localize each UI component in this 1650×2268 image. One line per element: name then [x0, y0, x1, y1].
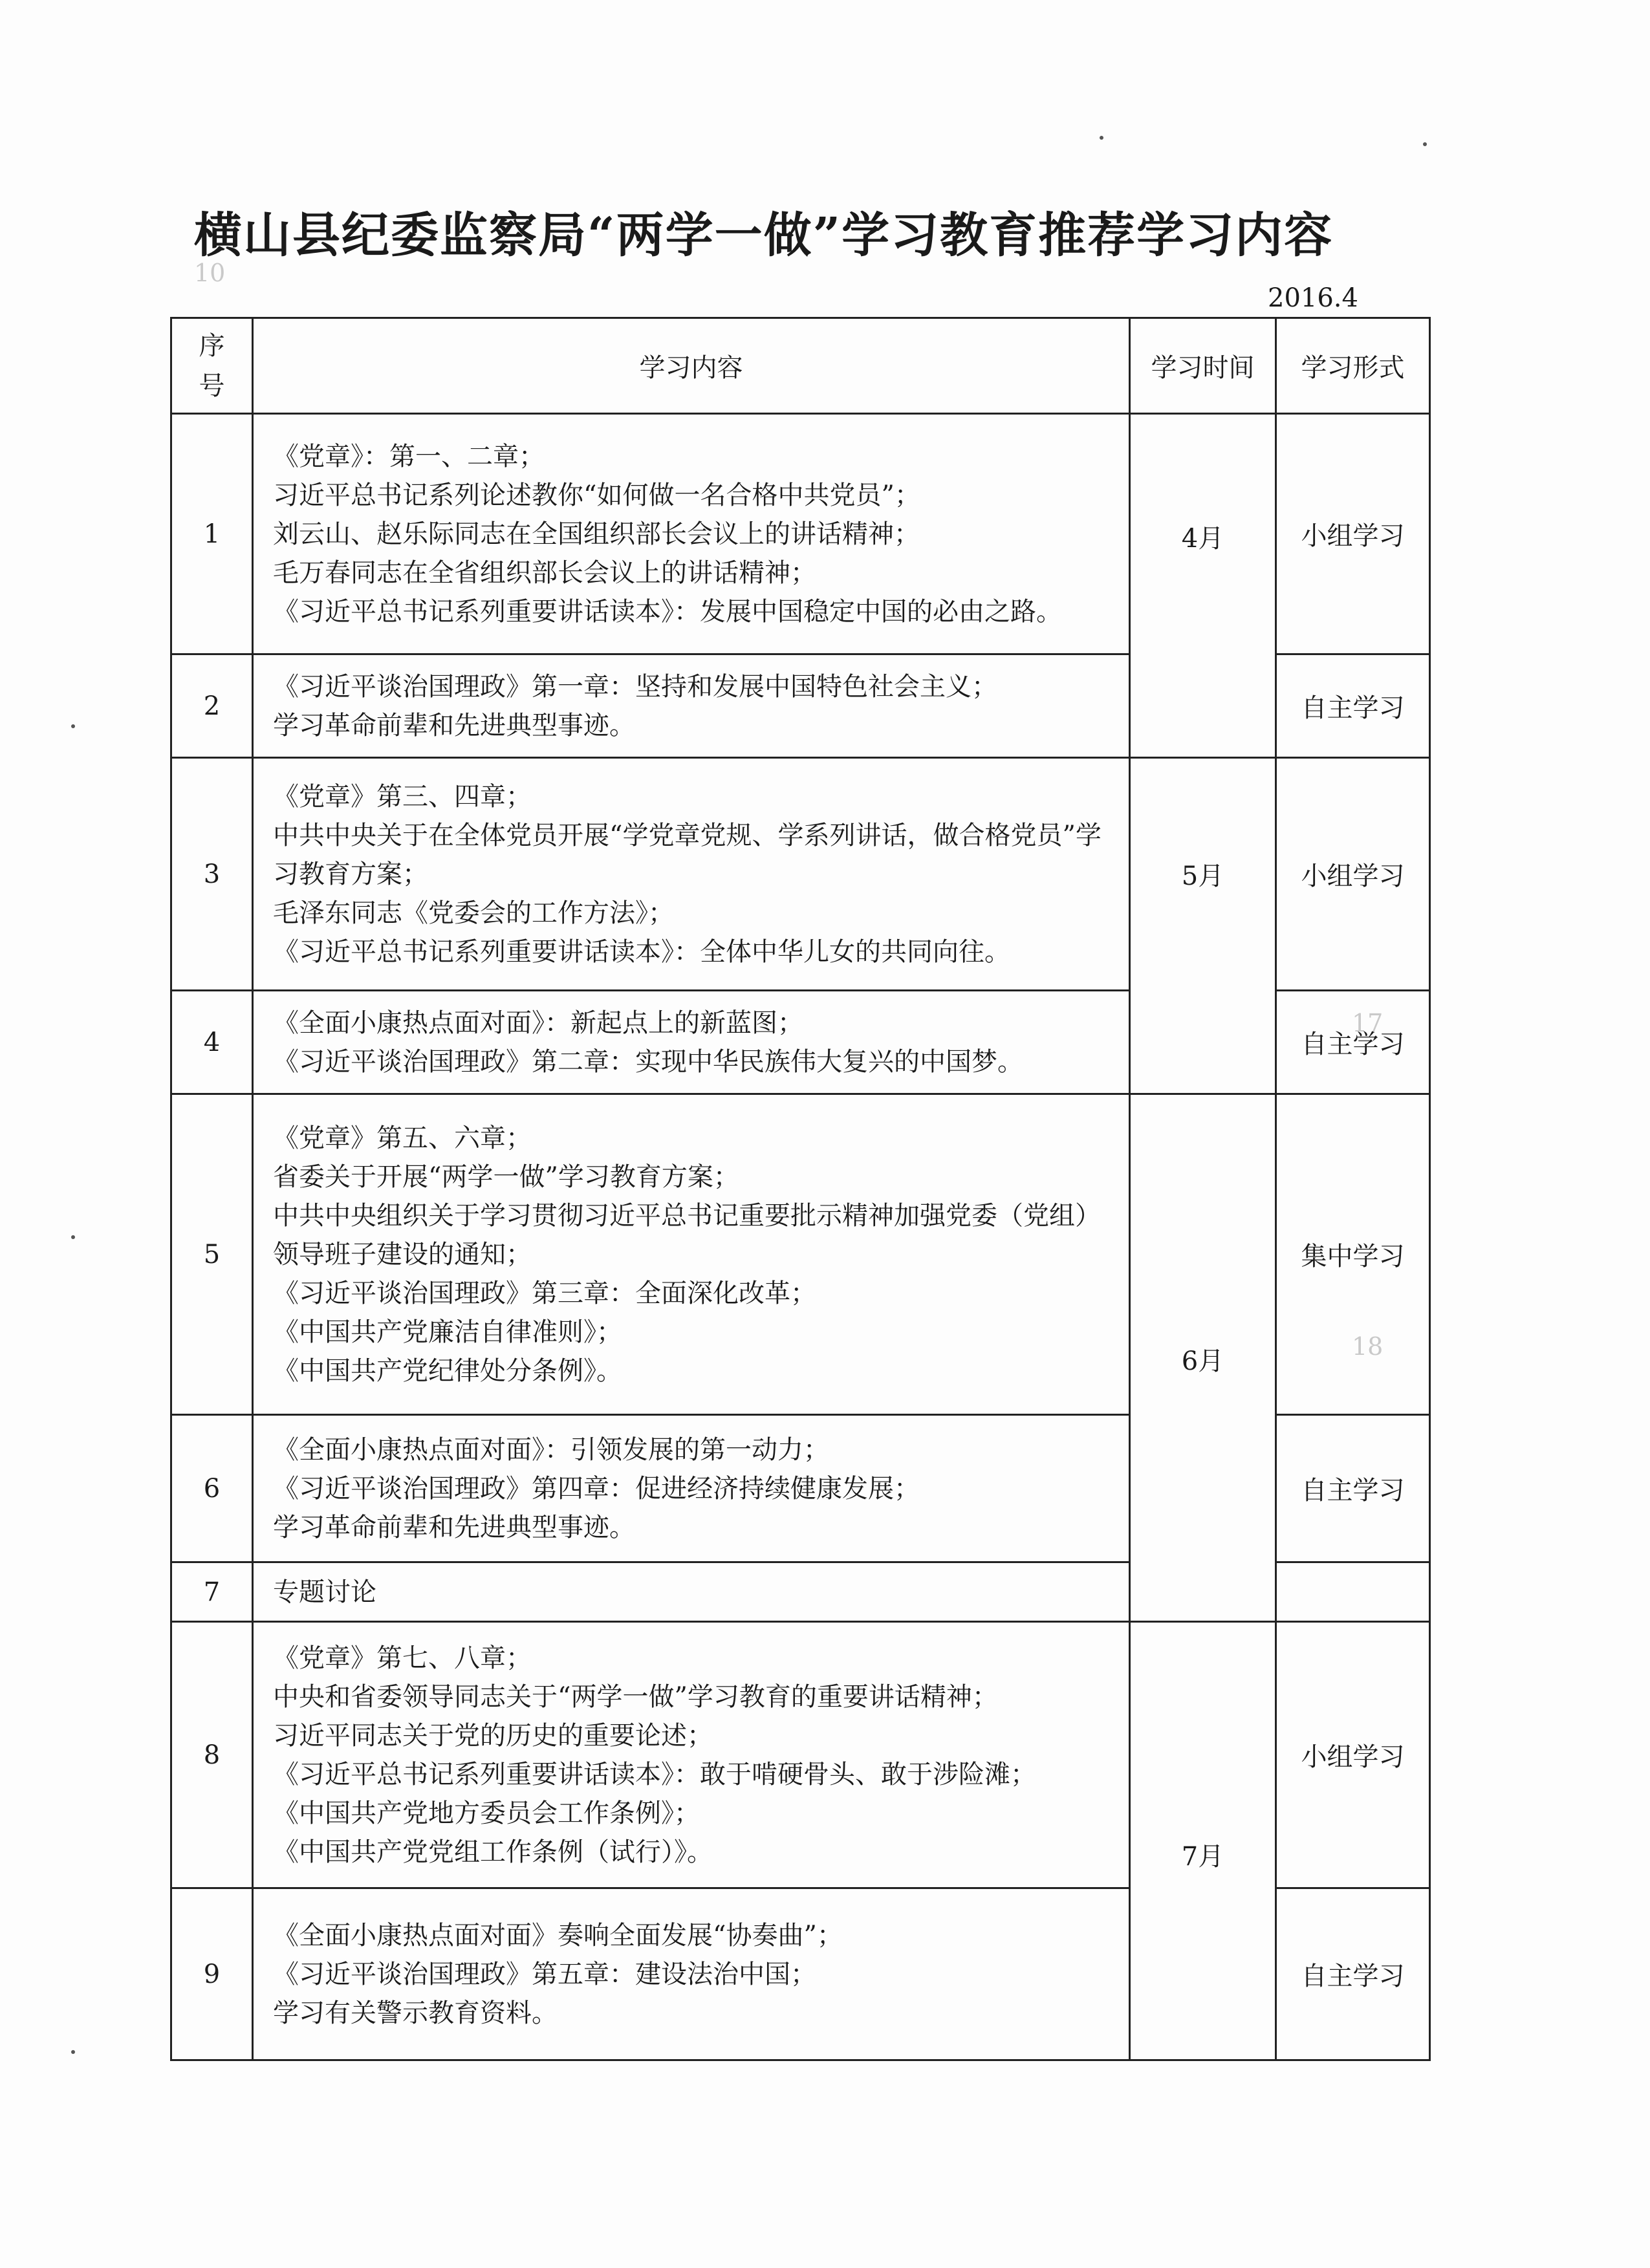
content-line: 《习近平总书记系列重要讲话读本》：全体中华儿女的共同向往。	[273, 936, 1010, 967]
content-line: 《习近平谈治国理政》第二章：实现中华民族伟大复兴的中国梦。	[273, 1046, 1023, 1077]
content-line: 《中国共产党廉洁自律准则》；	[273, 1317, 622, 1347]
content-line: 省委关于开展“两学一做”学习教育方案；	[273, 1161, 739, 1192]
row-number: 1	[171, 414, 253, 654]
content-line: 《党章》第三、四章；	[273, 781, 532, 812]
header-form: 学习形式	[1276, 318, 1430, 414]
content-line: 习近平同志关于党的历史的重要论述；	[273, 1720, 713, 1751]
content-line: 《中国共产党地方委员会工作条例》；	[273, 1798, 700, 1828]
content-line: 专题讨论	[273, 1577, 376, 1607]
content-line: 中共中央组织关于学习贯彻习近平总书记重要批示精神加强党委（党组）领导班子建设的通知；	[273, 1200, 1101, 1269]
row-number: 6	[171, 1415, 253, 1562]
content-line: 《党章》第五、六章；	[273, 1123, 532, 1153]
scan-speck	[71, 1235, 75, 1239]
table-row	[171, 1622, 1430, 1888]
scan-speck	[71, 724, 75, 728]
row-content	[253, 991, 1130, 1094]
bleed-through-text: 18	[1352, 1332, 1384, 1361]
row-content	[253, 758, 1130, 991]
content-line: 《习近平总书记系列重要讲话读本》：发展中国稳定中国的必由之路。	[273, 596, 1062, 627]
content-line: 《习近平谈治国理政》第四章：促进经济持续健康发展；	[273, 1473, 920, 1504]
row-content	[253, 1622, 1130, 1888]
content-line: 《党章》第七、八章；	[273, 1643, 532, 1673]
header-time: 学习时间	[1130, 318, 1276, 414]
content-line: 《全面小康热点面对面》：新起点上的新蓝图；	[273, 1008, 803, 1038]
row-content	[253, 1094, 1130, 1415]
table-row	[171, 414, 1430, 654]
content-line: 《中国共产党党组工作条例（试行）》。	[273, 1837, 713, 1867]
month-cell: 4月	[1130, 414, 1276, 758]
row-content	[253, 654, 1130, 758]
content-line: 《全面小康热点面对面》：引领发展的第一动力；	[273, 1434, 829, 1465]
content-line: 毛万春同志在全省组织部长会议上的讲话精神；	[273, 557, 816, 588]
page-title: 横山县纪委监察局“两学一做”学习教育推荐学习内容	[194, 208, 1334, 263]
row-number: 2	[171, 654, 253, 758]
row-content	[253, 414, 1130, 654]
content-line: 学习革命前辈和先进典型事迹。	[273, 710, 635, 740]
content-line: 刘云山、赵乐际同志在全国组织部长会议上的讲话精神；	[273, 519, 920, 549]
header-number: 序号	[171, 318, 253, 414]
study-form: 集中学习	[1276, 1094, 1430, 1415]
row-content	[253, 1415, 1130, 1562]
document-date: 2016.4	[1268, 283, 1358, 313]
study-form: 小组学习	[1276, 1622, 1430, 1888]
row-number: 4	[171, 991, 253, 1094]
row-number: 5	[171, 1094, 253, 1415]
content-line: 毛泽东同志《党委会的工作方法》；	[273, 898, 674, 928]
scan-speck	[71, 2050, 75, 2054]
content-line: 《习近平谈治国理政》第三章：全面深化改革；	[273, 1278, 816, 1308]
row-content	[253, 1562, 1130, 1622]
row-number: 9	[171, 1888, 253, 2060]
bleed-through-text: 17	[1352, 1009, 1384, 1037]
content-line: 中共中央关于在全体党员开展“学党章党规、学系列讲话，做合格党员”学习教育方案；	[273, 820, 1102, 889]
row-number: 7	[171, 1562, 253, 1622]
study-form	[1276, 1562, 1430, 1622]
month-cell: 6月	[1130, 1094, 1276, 1622]
content-line: 中央和省委领导同志关于“两学一做”学习教育的重要讲话精神；	[273, 1681, 998, 1712]
study-form: 小组学习	[1276, 414, 1430, 654]
row-content	[253, 1888, 1130, 2060]
content-line: 习近平总书记系列论述教你“如何做一名合格中共党员”；	[273, 480, 920, 510]
table-row	[171, 1094, 1430, 1415]
study-form: 自主学习	[1276, 1888, 1430, 2060]
study-form: 小组学习	[1276, 758, 1430, 991]
table-header-row	[171, 318, 1430, 414]
scan-speck	[1423, 142, 1427, 146]
scan-speck	[1100, 136, 1103, 140]
month-cell: 7月	[1130, 1622, 1276, 2060]
month-cell: 5月	[1130, 758, 1276, 1094]
study-form: 自主学习	[1276, 654, 1430, 758]
content-line: 《党章》：第一、二章；	[273, 441, 545, 471]
content-line: 学习革命前辈和先进典型事迹。	[273, 1512, 635, 1542]
content-line: 《全面小康热点面对面》奏响全面发展“协奏曲”；	[273, 1920, 843, 1950]
table-row	[171, 758, 1430, 991]
content-line: 《习近平谈治国理政》第一章：坚持和发展中国特色社会主义；	[273, 671, 997, 702]
row-number: 3	[171, 758, 253, 991]
header-content: 学习内容	[253, 318, 1130, 414]
bleed-through-text: 10	[194, 259, 226, 287]
content-line: 《习近平谈治国理政》第五章：建设法治中国；	[273, 1959, 816, 1989]
study-schedule-table	[170, 317, 1431, 2061]
study-form: 自主学习	[1276, 991, 1430, 1094]
content-line: 学习有关警示教育资料。	[273, 1998, 558, 2028]
row-number: 8	[171, 1622, 253, 1888]
content-line: 《习近平总书记系列重要讲话读本》：敢于啃硬骨头、敢于涉险滩；	[273, 1759, 1036, 1789]
study-form: 自主学习	[1276, 1415, 1430, 1562]
content-line: 《中国共产党纪律处分条例》。	[273, 1355, 622, 1386]
